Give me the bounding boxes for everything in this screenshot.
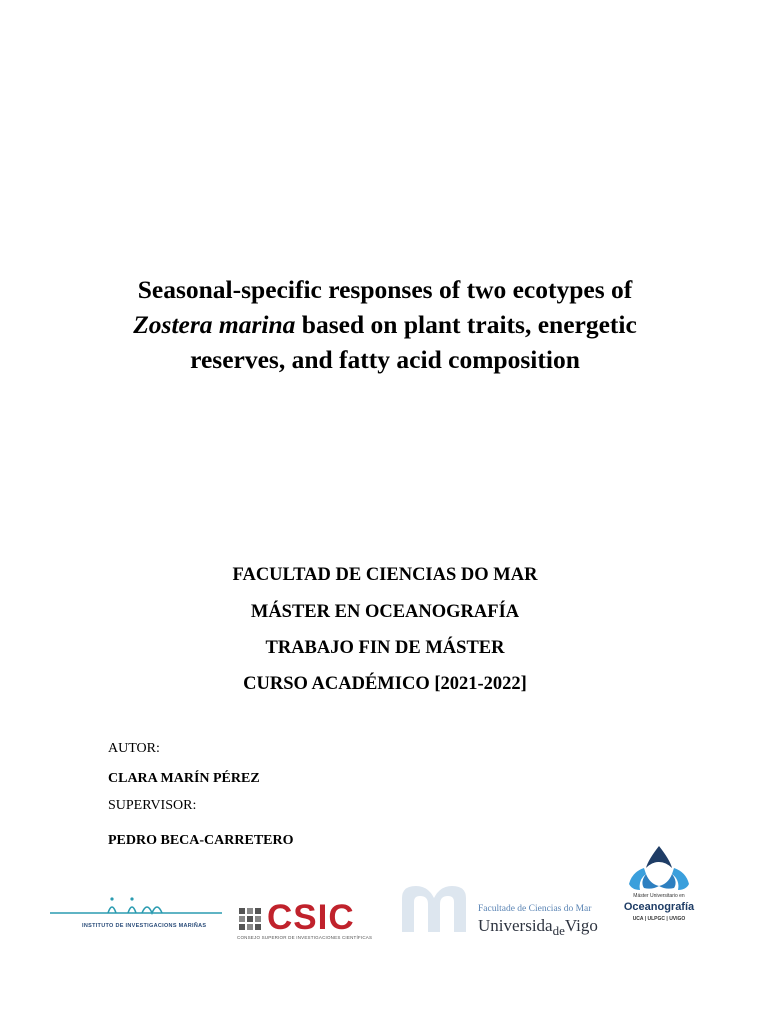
supervisor-name: PEDRO BECA-CARRETERO [108, 833, 294, 848]
uvigo-name [478, 916, 598, 936]
csic-wordmark: CSIC [267, 898, 355, 937]
author-name: CLARA MARÍN PÉREZ [108, 771, 260, 786]
oceanografia-drop-icon [618, 844, 700, 892]
author-label: AUTOR: [108, 741, 160, 756]
uvigo-name-de: de [552, 923, 565, 938]
csic-emblem-icon [237, 906, 263, 936]
oceanografia-bottom-text: UCA | ULPGC | UVIGO [632, 916, 686, 922]
title-part-2: based on plant traits, energetic reserves, and fatty acid composition [190, 310, 637, 374]
csic-subtitle: CONSEJO SUPERIOR DE INVESTIGACIONES CIENTÍFICAS [237, 935, 373, 940]
master-name: MÁSTER EN OCEANOGRAFÍA [250, 602, 520, 622]
uvigo-name-a: Universida [478, 916, 553, 935]
uvigo-name-b: Vigo [564, 916, 598, 935]
uvigo-faculty: Facultade de Ciencias do Mar [478, 904, 592, 914]
title-part-1: Seasonal-specific responses of two ecotypes of [137, 275, 633, 304]
academic-year: CURSO ACADÉMICO [2021-2022] [243, 674, 527, 694]
title-species: Zostera marina [133, 310, 296, 339]
thesis-title [95, 272, 675, 377]
iim-wave-icon [50, 893, 222, 923]
oceanografia-main-text: Oceanografía [623, 901, 695, 913]
oceanografia-logo [618, 844, 700, 928]
work-type: TRABAJO FIN DE MÁSTER [265, 638, 505, 658]
uvigo-logo [398, 880, 598, 936]
uvigo-emblem-icon [398, 882, 470, 934]
oceanografia-top-text: Máster Universitario en [633, 893, 685, 899]
iim-logo-text: INSTITUTO DE INVESTIGACIONS MARIÑAS [82, 923, 207, 929]
csic-logo [237, 898, 377, 946]
faculty-name: FACULTAD DE CIENCIAS DO MAR [232, 565, 538, 585]
iim-logo [50, 893, 222, 935]
supervisor-label: SUPERVISOR: [108, 798, 197, 813]
